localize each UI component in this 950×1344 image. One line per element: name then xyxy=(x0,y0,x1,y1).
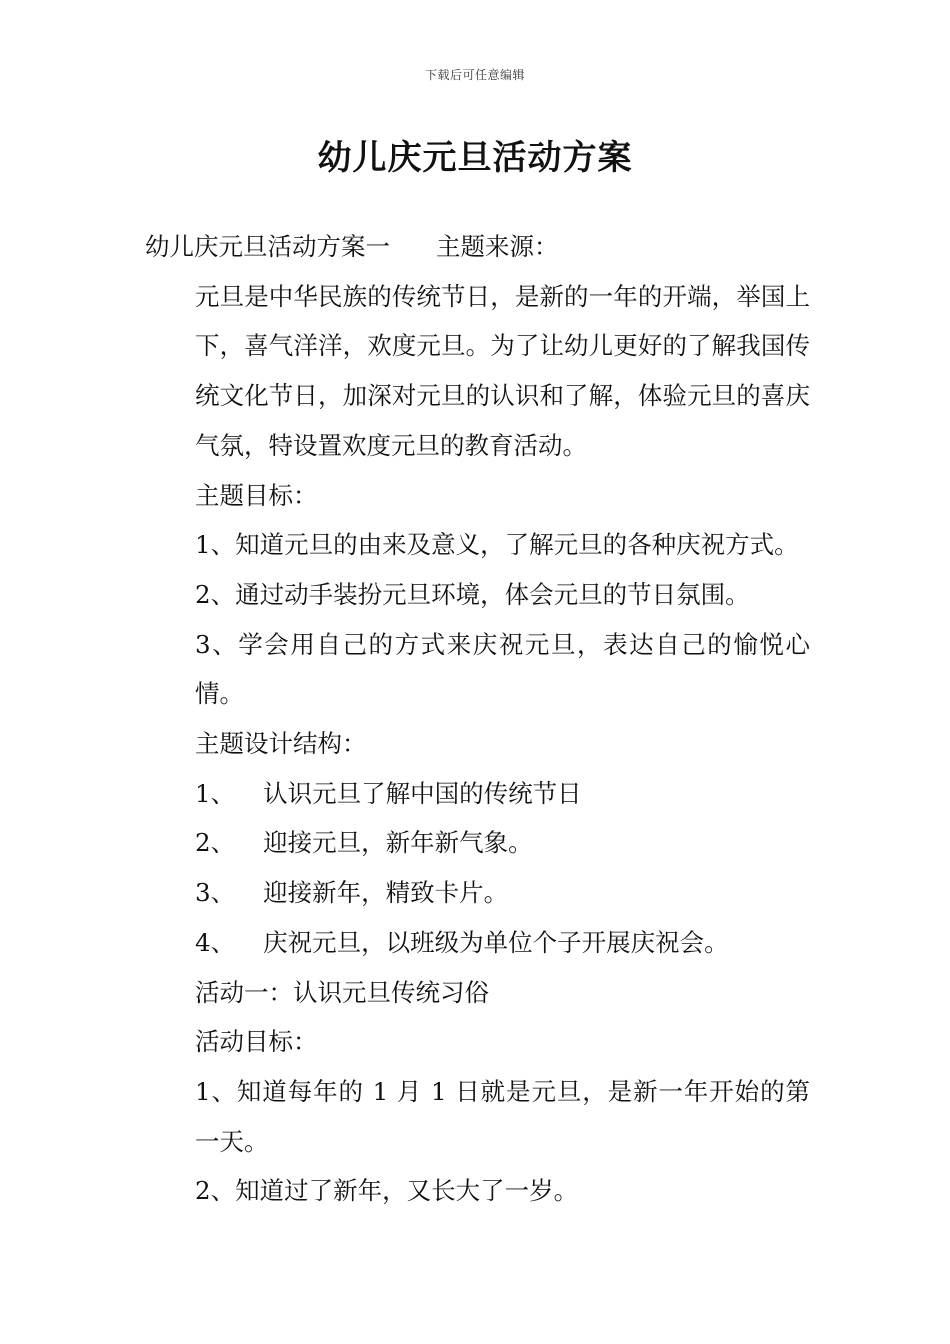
structure-item-text: 庆祝元旦，以班级为单位个子开展庆祝会。 xyxy=(263,927,729,957)
heading-theme-structure: 主题设计结构： xyxy=(195,729,367,759)
structure-item-text: 迎接元旦，新年新气象。 xyxy=(263,828,533,858)
header-note: 下载后可任意编辑 xyxy=(424,68,525,82)
activity-goal-item-2: 2、知道过了新年，又长大了一岁。 xyxy=(195,1176,579,1206)
paragraph-background: 元旦是中华民族的传统节日，是新的一年的开端，举国上下，喜气洋洋，欢度元旦。为了让幼儿更好的了解我国传统文化节日，加深对元旦的认识和了解，体验元旦的喜庆气氛，特设置欢度元旦的教育活动。 xyxy=(195,281,810,460)
structure-item-4 xyxy=(145,918,810,968)
structure-item-number: 1、 xyxy=(195,778,236,808)
structure-item-number: 2、 xyxy=(195,828,236,858)
heading-theme-goals: 主题目标： xyxy=(195,480,318,510)
goal-item-2: 2、通过动手装扮元旦环境，体会元旦的节日氛围。 xyxy=(195,579,750,609)
activity-one-heading: 活动一：认识元旦传统习俗 xyxy=(195,977,489,1007)
structure-item-text: 认识元旦了解中国的传统节日 xyxy=(263,778,582,808)
activity-goals-heading: 活动目标： xyxy=(195,1027,318,1057)
intro-left: 幼儿庆元旦活动方案一 xyxy=(145,232,390,261)
intro-line xyxy=(145,222,810,272)
goal-item-3: 3、学会用自己的方式来庆祝元旦，表达自己的愉悦心情。 xyxy=(195,629,810,709)
structure-item-2 xyxy=(145,818,810,868)
structure-item-number: 3、 xyxy=(195,878,236,908)
activity-goal-item-1: 1、知道每年的 1 月 1 日就是元旦，是新一年开始的第一天。 xyxy=(195,1076,810,1156)
structure-item-number: 4、 xyxy=(195,927,236,957)
goal-item-1: 1、知道元旦的由来及意义，了解元旦的各种庆祝方式。 xyxy=(195,530,799,560)
document-body xyxy=(145,222,810,1216)
structure-item-3 xyxy=(145,868,810,918)
structure-item-text: 迎接新年，精致卡片。 xyxy=(263,878,509,908)
structure-item-1 xyxy=(145,769,810,819)
document-title: 幼儿庆元旦活动方案 xyxy=(317,138,633,178)
intro-right: 主题来源： xyxy=(436,232,559,261)
